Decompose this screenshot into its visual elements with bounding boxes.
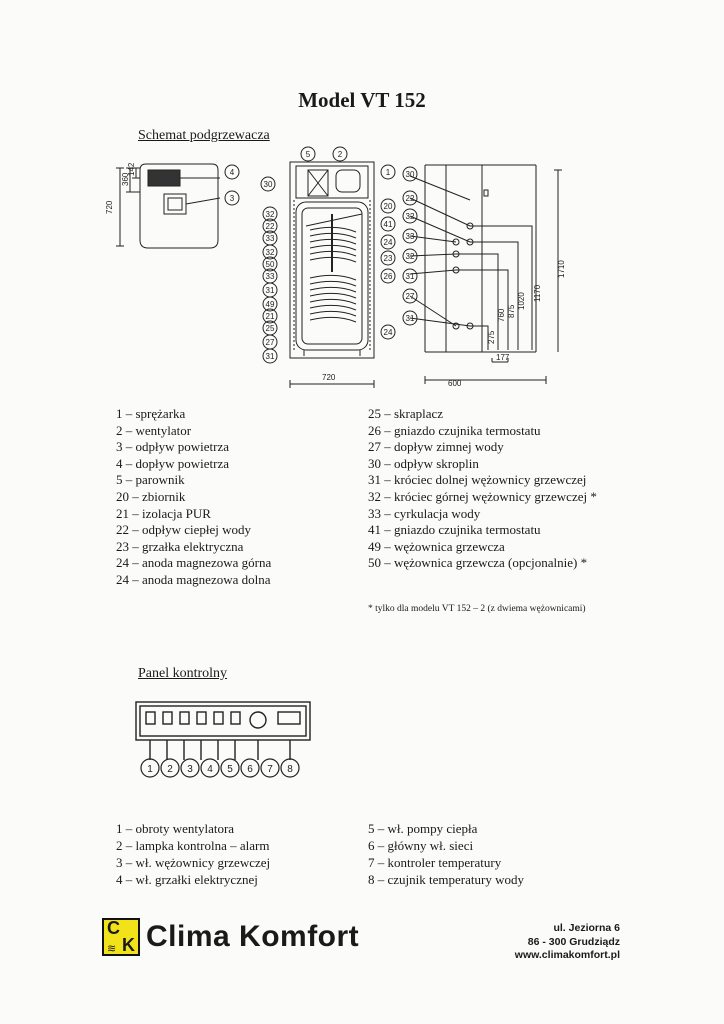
list-item: 32 – króciec górnej wężownicy grzewczej * [368,488,597,504]
callout-label: 27 [265,338,275,347]
side-dim-label: 275 [487,330,496,344]
callout-label: 30 [263,180,273,189]
panel-callout-label: 2 [167,764,173,775]
logo-letter-k: K [122,935,135,955]
side-view [410,165,562,384]
callout-label: 22 [265,222,275,231]
callout-label: 50 [265,260,275,269]
callout-label: 32 [405,252,415,261]
callout-label: 49 [265,300,275,309]
list-item: 20 – zbiornik [116,488,186,504]
callout-label: 31 [405,272,415,281]
panel-callout-label: 1 [147,764,153,775]
wave-icon: ≋ [107,942,117,955]
callout-label: 22 [405,194,415,203]
callout-label: 32 [405,212,415,221]
address-street: ul. Jeziorna 6 [553,922,620,934]
callout-label: 3 [229,194,235,203]
side-dim-label: 1170 [533,284,542,302]
callout-label: 32 [265,248,275,257]
callout-label: 33 [265,234,275,243]
list-item: 3 – odpływ powietrza [116,439,230,455]
list-item: 1 – obroty wentylatora [116,821,235,836]
callout-label: 31 [265,352,275,361]
brand-name: Clima Komfort [146,920,360,953]
side-dim-label: 1020 [517,292,526,310]
heater-schematic-diagram [100,140,620,392]
panel-heading: Panel kontrolny [138,666,228,681]
list-item: 2 – wentylator [116,422,192,438]
list-item: 5 – wł. pompy ciepła [368,821,478,836]
callout-label: 23 [383,254,393,263]
front-dim-label: 142 [127,162,136,176]
section-width-label: 720 [322,373,336,382]
list-item: 7 – kontroler temperatury [368,855,502,870]
callout-label: 31 [265,286,275,295]
website-link[interactable]: www.climakomfort.pl [514,949,620,961]
side-dim-label: 177 [496,353,510,362]
list-item: 31 – króciec dolnej wężownicy grzewczej [368,472,587,488]
list-item: 41 – gniazdo czujnika termostatu [368,522,541,538]
list-item: 23 – grzałka elektryczna [116,538,244,554]
panel-callout-label: 5 [227,764,233,775]
panel-callout-label: 8 [287,764,293,775]
callout-label: 24 [383,328,393,337]
callout-label: 33 [405,232,415,241]
list-item: 22 – odpływ ciepłej wody [116,522,252,538]
callout-label: 33 [265,272,275,281]
side-dim-label: 875 [507,304,516,318]
callout-label: 31 [405,314,415,323]
callout-label: 24 [383,238,393,247]
callout-label: 41 [383,220,393,229]
list-item: 4 – wł. grzałki elektrycznej [116,872,258,887]
callout-label: 1 [385,168,391,177]
callout-label: 32 [265,210,275,219]
parts-list-left [116,406,271,589]
list-item: 21 – izolacja PUR [116,505,211,521]
panel-callout-label: 3 [187,764,193,775]
panel-callout-label: 7 [267,764,273,775]
callout-label: 5 [305,150,311,159]
list-item: 2 – lampka kontrolna – alarm [116,838,270,853]
list-item: 49 – wężownica grzewcza [368,538,505,554]
side-dim-label: 1710 [557,260,566,278]
callout-label: 26 [383,272,393,281]
callout-label: 2 [337,150,343,159]
footnote: * tylko dla modelu VT 152 – 2 (z dwiema wężownicami) [368,604,586,614]
control-list-left [116,820,270,888]
callout-label: 27 [405,292,415,301]
schematic-heading: Schemat podgrzewacza [138,128,270,143]
front-dim-label: 720 [105,200,114,214]
list-item: 27 – dopływ zimnej wody [368,439,504,455]
list-item: 5 – parownik [116,472,185,488]
list-item: 25 – skraplacz [368,406,444,421]
list-item: 24 – anoda magnezowa górna [116,555,272,571]
logo-letter-c: C [107,918,120,938]
callout-label: 25 [265,324,275,333]
list-item: 50 – wężownica grzewcza (opcjonalnie) * [368,555,588,571]
callout-label: 21 [265,312,275,321]
control-panel-diagram [130,698,320,782]
control-list-right [368,820,524,888]
list-item: 33 – cyrkulacja wody [368,505,481,521]
callout-label: 4 [229,168,235,177]
list-item: 6 – główny wł. sieci [368,838,474,853]
callout-label: 30 [405,170,415,179]
parts-list-right [368,406,597,572]
address-city: 86 - 300 Grudziądz [527,935,620,948]
page-title: Model VT 152 [298,88,426,112]
section-view [290,162,374,388]
panel-callout-label: 6 [247,764,253,775]
side-dim-label: 600 [448,379,462,388]
brand-logo [102,918,140,956]
side-dim-label: 760 [497,308,506,322]
company-address [515,922,620,963]
list-item: 24 – anoda magnezowa dolna [116,571,271,587]
list-item: 3 – wł. wężownicy grzewczej [116,855,271,870]
list-item: 26 – gniazdo czujnika termostatu [368,422,541,438]
list-item: 30 – odpływ skroplin [368,455,479,471]
front-dim-label: 360 [121,172,130,186]
list-item: 1 – sprężarka [116,406,186,421]
list-item: 4 – dopływ powietrza [116,455,230,471]
list-item: 8 – czujnik temperatury wody [368,872,524,887]
callout-label: 20 [383,202,393,211]
panel-callout-label: 4 [207,764,213,775]
